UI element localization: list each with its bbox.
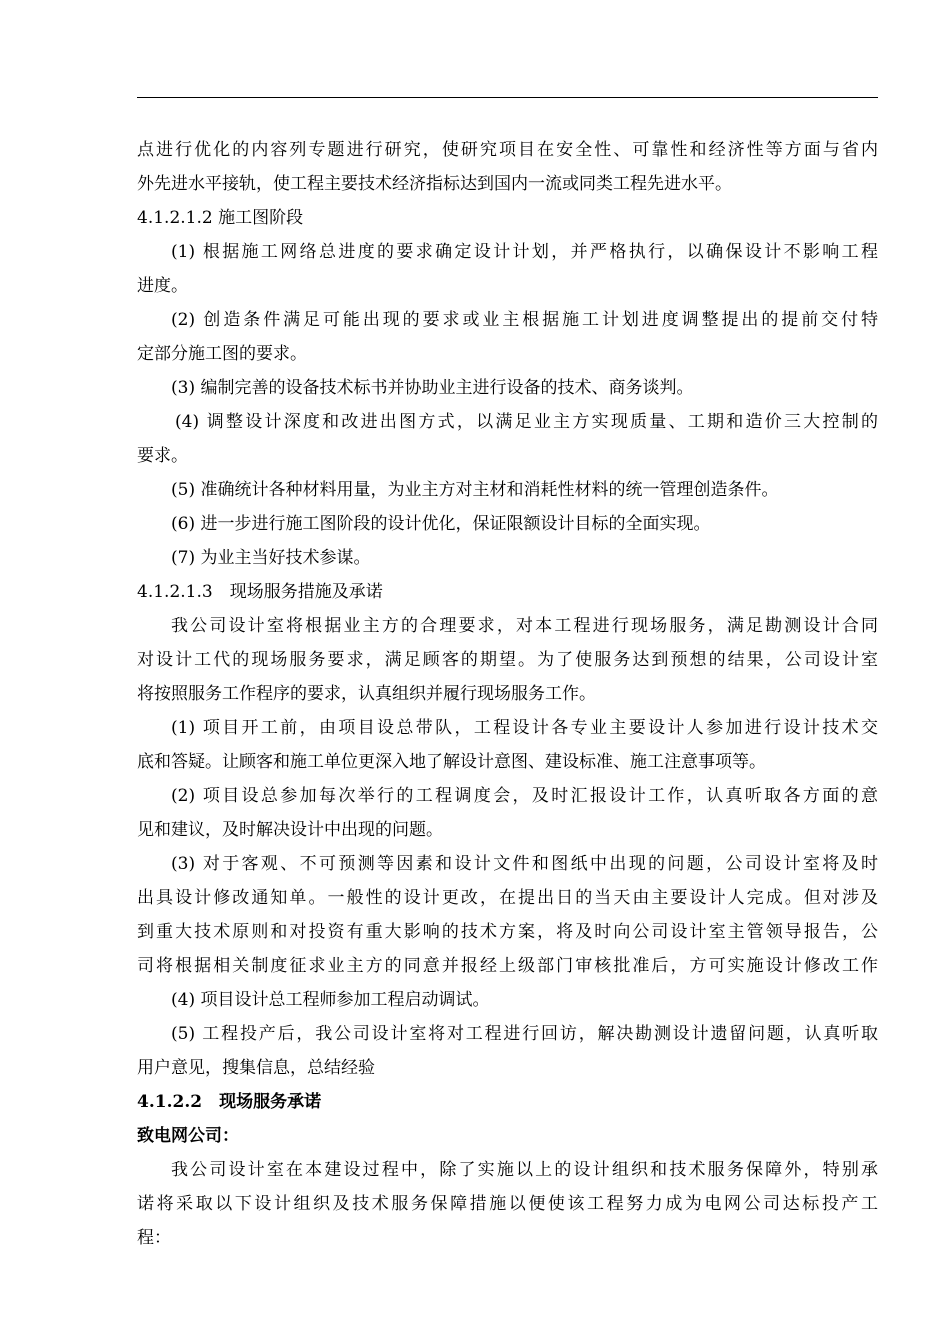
list-item: (5) 准确统计各种材料用量，为业主方对主材和消耗性材料的统一管理创造条件。: [171, 480, 779, 500]
list-item-continuation: 底和答疑。让顾客和施工单位更深入地了解设计意图、建设标准、施工注意事项等。: [137, 752, 766, 772]
list-item-continuation: 要求。: [137, 446, 188, 466]
paragraph-line: 外先进水平接轨，使工程主要技术经济指标达到国内一流或同类工程先进水平。: [137, 174, 732, 194]
list-item-continuation: 司将根据相关制度征求业主方的同意并报经上级部门审核批准后，方可实施设计修改工作: [137, 956, 878, 976]
paragraph-line: 对设计工代的现场服务要求，满足顾客的期望。为了使服务达到预想的结果，公司设计室: [137, 650, 878, 670]
paragraph-line: 程：: [137, 1228, 171, 1248]
list-item: (7) 为业主当好技术参谋。: [171, 548, 371, 568]
list-item: (2) 创造条件满足可能出现的要求或业主根据施工计划进度调整提出的提前交付特: [171, 310, 878, 330]
list-item: (2) 项目设总参加每次举行的工程调度会，及时汇报设计工作，认真听取各方面的意: [171, 786, 878, 806]
paragraph-line: 点进行优化的内容列专题进行研究，使研究项目在安全性、可靠性和经济性等方面与省内: [137, 140, 878, 160]
list-item: (6) 进一步进行施工图阶段的设计优化，保证限额设计目标的全面实现。: [171, 514, 711, 534]
header-rule: [137, 97, 878, 98]
list-item-continuation: 出具设计修改通知单。一般性的设计更改，在提出日的当天由主要设计人完成。但对涉及: [137, 888, 878, 908]
paragraph-line: 我公司设计室将根据业主方的合理要求，对本工程进行现场服务，满足勘测设计合同: [171, 616, 878, 636]
section-heading: 4.1.2.1.2 施工图阶段: [137, 208, 304, 228]
paragraph-line: 将按照服务工作程序的要求，认真组织并履行现场服务工作。: [137, 684, 596, 704]
section-heading: 4.1.2.2 现场服务承诺: [137, 1092, 322, 1112]
list-item-continuation: 见和建议，及时解决设计中出现的问题。: [137, 820, 443, 840]
list-item-continuation: 定部分施工图的要求。: [137, 344, 307, 364]
list-item: (4) 项目设计总工程师参加工程启动调试。: [171, 990, 490, 1010]
paragraph-line: 诺将采取以下设计组织及技术服务保障措施以便使该工程努力成为电网公司达标投产工: [137, 1194, 878, 1214]
list-item: (5) 工程投产后，我公司设计室将对工程进行回访，解决勘测设计遗留问题，认真听取: [171, 1024, 878, 1044]
salutation: 致电网公司：: [137, 1126, 239, 1146]
section-heading: 4.1.2.1.3 现场服务措施及承诺: [137, 582, 383, 602]
paragraph-line: 我公司设计室在本建设过程中，除了实施以上的设计组织和技术服务保障外，特别承: [171, 1160, 878, 1180]
list-item: (3) 编制完善的设备技术标书并协助业主进行设备的技术、商务谈判。: [171, 378, 694, 398]
list-item: (4) 调整设计深度和改进出图方式，以满足业主方实现质量、工期和造价三大控制的: [175, 412, 878, 432]
list-item: (1) 项目开工前，由项目设总带队，工程设计各专业主要设计人参加进行设计技术交: [171, 718, 878, 738]
document-body: [137, 133, 878, 1255]
list-item-continuation: 进度。: [137, 276, 188, 296]
list-item: (3) 对于客观、不可预测等因素和设计文件和图纸中出现的问题，公司设计室将及时: [171, 854, 878, 874]
list-item-continuation: 到重大技术原则和对投资有重大影响的技术方案，将及时向公司设计室主管领导报告，公: [137, 922, 878, 942]
list-item-continuation: 用户意见，搜集信息，总结经验: [137, 1058, 375, 1078]
list-item: (1) 根据施工网络总进度的要求确定设计计划，并严格执行，以确保设计不影响工程: [171, 242, 878, 262]
